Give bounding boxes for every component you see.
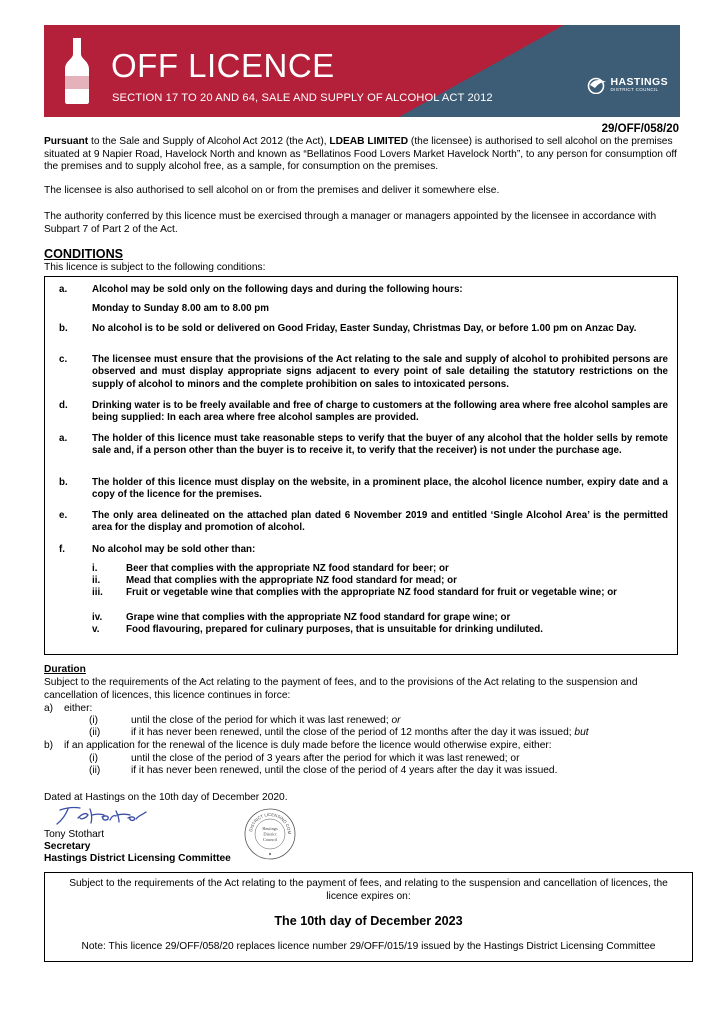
sub-condition-label: iv. (92, 612, 103, 623)
seal-center-line: Council (263, 837, 277, 842)
licensee-name: LDEAB LIMITED (329, 136, 409, 147)
duration-intro: Subject to the requirements of the Act relating to the payment of fees, and to the provisions of the Act relating to the suspension and cancellation of licences, this licence continues in force: (44, 677, 638, 701)
condition-label: a. (59, 284, 68, 295)
duration-a-i-label: (i) (89, 715, 99, 726)
sub-condition-label: i. (92, 563, 98, 574)
duration-b-ii-label: (ii) (89, 765, 101, 776)
condition-text: The holder of this licence must take reasonable steps to verify that the buyer of any alcohol that the holder sells by remote sale and, if a person other than the buyer is to receive it, to verify that the receiver) is not under the purchase age. (92, 433, 668, 457)
licence-number: 29/OFF/058/20 (601, 123, 679, 135)
intro-text-a: to the Sale and Supply of Alcohol Act 2012 (the Act), (88, 136, 330, 147)
condition-label: b. (59, 477, 68, 488)
signature-image (54, 806, 150, 828)
sub-condition-text: Mead that complies with the appropriate NZ food standard for mead; or (126, 575, 457, 586)
condition-label: c. (59, 354, 68, 365)
conditions-heading: CONDITIONS (44, 247, 124, 261)
signatory-title: Secretary (44, 841, 91, 852)
signatory-committee: Hastings District Licensing Committee (44, 853, 231, 864)
conditions-intro: This licence is subject to the following conditions: (44, 262, 266, 273)
hastings-bird-icon (586, 76, 608, 94)
intro-text-b: (the licensee) is authorised to sell alcohol on the premises situated at 9 Napier Road, Havelock North and known as “Bellatinos Food Lovers Market Havelock North”, to any person for consumption off the premises and to supply alcohol free, as a sample, for consumption on the premises. (44, 136, 677, 173)
condition-label: f. (59, 544, 65, 555)
intro-paragraph-1 (44, 136, 680, 174)
conditions-box (44, 276, 678, 655)
duration-b-i-text: until the close of the period of 3 years after the period for which it was last renewed; or (131, 753, 520, 764)
duration-a-i-text (131, 715, 401, 727)
condition-label: e. (59, 510, 68, 521)
condition-text: Alcohol may be sold only on the following days and during the following hours: (92, 284, 463, 295)
sub-condition-label: ii. (92, 575, 101, 586)
intro-paragraph-3: The authority conferred by this licence must be exercised through a manager or managers appointed by the licensee in accordance with Subpart 7 of Part 2 of the Act. (44, 211, 657, 235)
duration-heading: Duration (44, 664, 86, 675)
expiry-note: Note: This licence 29/OFF/058/20 replaces licence number 29/OFF/015/19 issued by the Hastings District Licensing Committee (81, 941, 656, 952)
seal-center-line: District (263, 831, 277, 837)
duration-a-i-or: or (391, 715, 401, 726)
condition-label: a. (59, 433, 68, 444)
duration-a-i-body: until the close of the period for which it was last renewed; (131, 715, 392, 726)
duration-b-text: if an application for the renewal of the licence is duly made before the licence would otherwise expire, either: (64, 740, 552, 751)
seal-ring-text: DISTRICT LICENSING COM (248, 811, 293, 835)
expiry-box (44, 872, 693, 962)
intro-paragraph-2: The licensee is also authorised to sell alcohol on or from the premises and deliver it somewhere else. (44, 185, 500, 196)
duration-a-ii-text (131, 727, 589, 739)
sub-condition-text: Food flavouring, prepared for culinary purposes, that is unsuitable for drinking undiluted. (126, 624, 543, 635)
duration-a-text: either: (64, 703, 93, 714)
duration-b-label: b) (44, 740, 54, 751)
council-logo-sub: DISTRICT COUNCIL (610, 87, 659, 92)
condition-label: d. (59, 400, 68, 411)
condition-hours: Monday to Sunday 8.00 am to 8.00 pm (92, 303, 269, 314)
condition-text: The licensee must ensure that the provisions of the Act relating to the sale and supply of alcohol to prohibited persons are observed and must display appropriate signs adjacent to every point of sale detailing the statutory restrictions on the supply of alcohol to minors and the complete prohibition on sales to intoxicated persons. (92, 354, 668, 390)
sub-condition-text: Fruit or vegetable wine that complies with the appropriate NZ food standard for fruit or vegetable wine; or (126, 587, 617, 598)
condition-text: No alcohol may be sold other than: (92, 544, 256, 555)
sub-condition-text: Grape wine that complies with the appropriate NZ food standard for grape wine; or (126, 612, 511, 623)
duration-a-ii-body: if it has never been renewed, until the close of the period of 12 months after the day it was issued; (131, 727, 575, 738)
seal-center-line: Hastings (262, 826, 278, 831)
council-logo (586, 76, 668, 94)
council-seal (244, 808, 296, 860)
licence-title: OFF LICENCE (111, 47, 335, 84)
condition-text: Drinking water is to be freely available and free of charge to customers at the following area where free alcohol samples are being supplied: In each area where free alcohol samples are provided. (92, 400, 668, 424)
condition-text: The only area delineated on the attached plan dated 6 November 2019 and entitled ‘Single Alcohol Area’ is the permitted area for the display and promotion of alcohol. (92, 510, 668, 534)
sub-condition-label: v. (92, 624, 100, 635)
duration-a-ii-label: (ii) (89, 727, 101, 738)
duration-a-ii-but: but (574, 727, 589, 738)
expiry-date: The 10th day of December 2023 (274, 914, 463, 928)
sub-condition-label: iii. (92, 587, 103, 598)
duration-b-ii-text: if it has never been renewed, until the close of the period of 4 years after the day it was issued. (131, 765, 558, 776)
header-banner (44, 25, 680, 117)
condition-text: The holder of this licence must display on the website, in a prominent place, the alcohol licence number, expiry date and a copy of the licence for the premises. (92, 477, 668, 501)
wine-bottle-icon (64, 38, 90, 104)
signatory-name: Tony Stothart (44, 829, 105, 840)
duration-b-i-label: (i) (89, 753, 99, 764)
council-logo-name: HASTINGS (610, 76, 668, 88)
intro-lead: Pursuant (44, 136, 89, 147)
licence-subtitle: SECTION 17 TO 20 AND 64, SALE AND SUPPLY OF ALCOHOL ACT 2012 (112, 92, 493, 104)
sub-condition-text: Beer that complies with the appropriate NZ food standard for beer; or (126, 563, 449, 574)
expiry-text: Subject to the requirements of the Act relating to the payment of fees, and relating to the suspension and cancellation of licences, the licence expires on: (69, 878, 668, 902)
dated-line: Dated at Hastings on the 10th day of December 2020. (44, 792, 288, 803)
condition-text: No alcohol is to be sold or delivered on Good Friday, Easter Sunday, Christmas Day, or before 1.00 pm on Anzac Day. (92, 323, 637, 334)
condition-label: b. (59, 323, 68, 334)
duration-a-label: a) (44, 703, 54, 714)
